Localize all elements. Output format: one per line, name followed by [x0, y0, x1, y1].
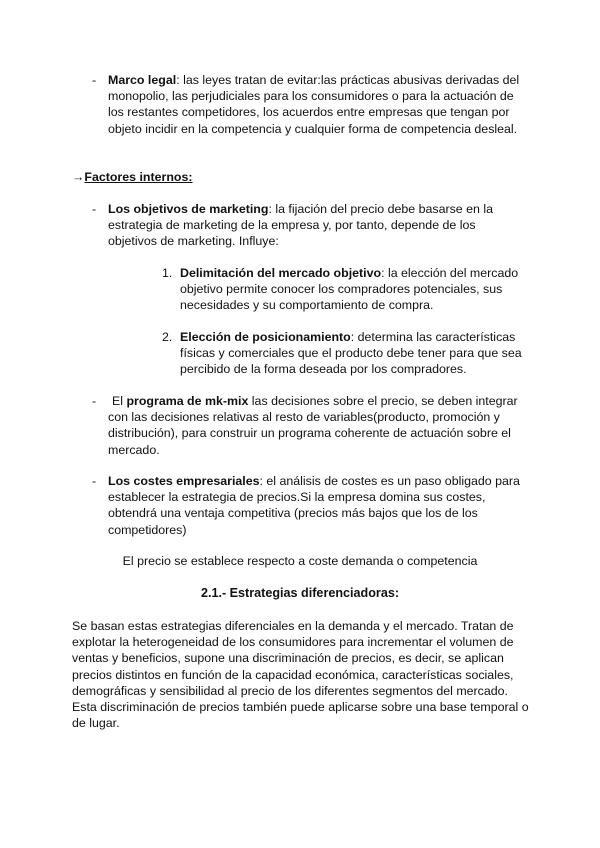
arrow-icon: →: [72, 170, 85, 184]
posicionamiento-label: Elección de posicionamiento: [180, 330, 351, 344]
bullet-dash: -: [92, 394, 97, 408]
section-title: 2.1.- Estrategias diferenciadoras:: [200, 586, 400, 600]
costes-text: : el análisis de costes es un paso obligado para establecer la estrategia de precios.Si la empresa domina sus costes, obtendrá una ventaja competitiva (precios más bajos que los de los competidores): [108, 474, 520, 537]
programa-prefix: El: [112, 394, 127, 408]
programa-text: las decisiones sobre el precio, se deben integrar con las decisiones relativas al resto de variables(producto, promoción y distribución), para construir un programa coherente de actuación sobre el mercado.: [108, 394, 518, 457]
costes-paragraph: [108, 473, 526, 538]
list-item-delimitacion: [180, 265, 522, 314]
marco-legal-paragraph: [108, 72, 528, 137]
list-number: 1.: [162, 266, 173, 280]
marco-legal-label: Marco legal: [108, 73, 177, 87]
posicionamiento-text: : determina las características físicas y comerciales que el producto debe tener para que sea percibido de la forma deseada por los compradores.: [180, 330, 522, 377]
section-paragraph: Se basan estas estrategias diferenciales en la demanda y el mercado. Tratan de explotar la heterogeneidad de los consumidores para incrementar el volumen de ventas y beneficios, supone una discriminación de precios, es decir, se aplican precios distintos en función de la capacidad económica, características sociales, demográficas y sensibilidad al precio de los diferentes segmentos del mercado. Esta discriminación de precios también puede aplicarse sobre una base temporal o de lugar.: [72, 619, 529, 731]
factores-internos-title: Factores internos:: [84, 170, 193, 184]
bullet-dash: -: [92, 73, 97, 87]
objetivos-text: : la fijación del precio debe basarse en la estrategia de marketing de la empresa y, por tanto, depende de los objetivos de marketing. Influye:: [108, 202, 493, 249]
list-item-posicionamiento: [180, 329, 522, 378]
programa-label: programa de mk-mix: [126, 394, 249, 408]
marco-legal-text: : las leyes tratan de evitar:las prácticas abusivas derivadas del monopolio, las perjudiciales para los consumidores o para la actuación de los restantes competidores, los acuerdos entre empresas que tengan por objeto incidir en la competencia y cualquier forma de competencia desleal.: [108, 73, 520, 136]
costes-label: Los costes empresariales: [108, 474, 260, 488]
delimitacion-label: Delimitación del mercado objetivo: [180, 266, 382, 280]
objetivos-paragraph: [108, 201, 526, 250]
programa-paragraph: [108, 393, 528, 458]
delimitacion-text: : la elección del mercado objetivo permite conocer los compradores potenciales, sus necesidades y su comportamiento de compra.: [180, 266, 519, 313]
bullet-dash: -: [92, 474, 97, 488]
precio-note: El precio se establece respecto a coste demanda o competencia: [122, 554, 478, 568]
list-number: 2.: [162, 330, 173, 344]
factores-internos-heading: [72, 169, 372, 185]
bullet-dash: -: [92, 202, 97, 216]
objetivos-label: Los objetivos de marketing: [108, 202, 269, 216]
